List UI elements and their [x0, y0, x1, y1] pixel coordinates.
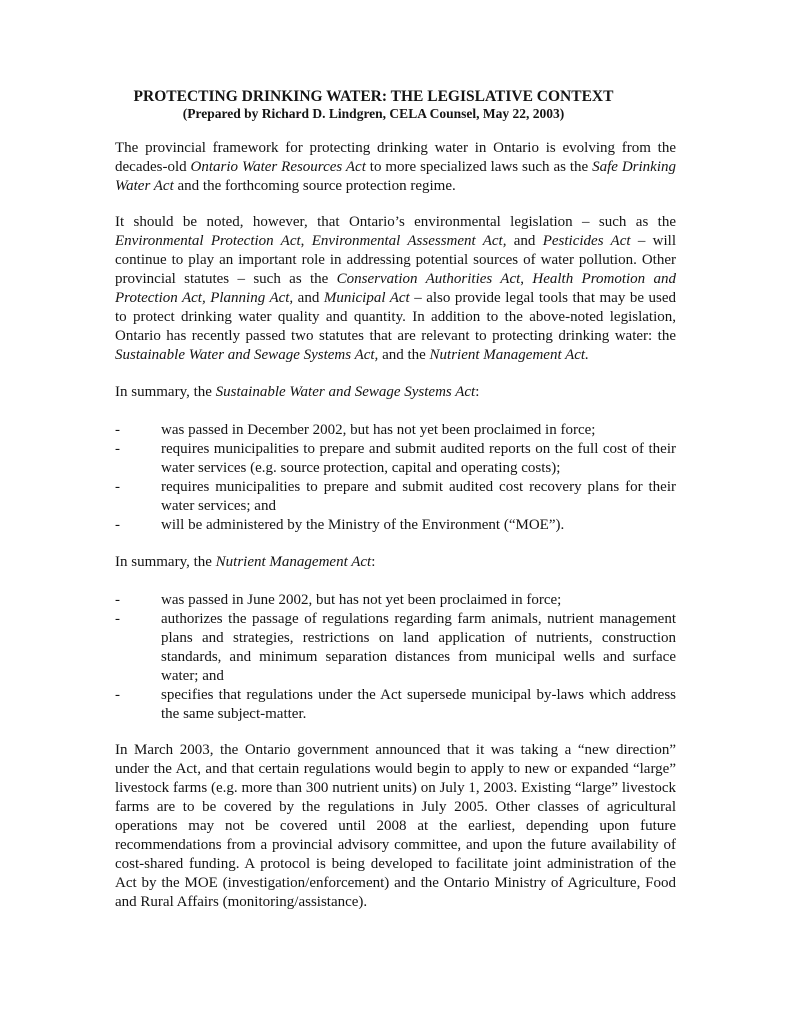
list-item-text: will be administered by the Ministry of the Environment (“MOE”).: [161, 517, 565, 533]
dash-bullet: -: [115, 441, 120, 457]
document-subtitle: (Prepared by Richard D. Lindgren, CELA Counsel, May 22, 2003): [182, 106, 565, 121]
dash-bullet: -: [115, 592, 120, 608]
dash-bullet: -: [115, 517, 120, 533]
document-title: PROTECTING DRINKING WATER: THE LEGISLATIVE CONTEXT: [133, 88, 614, 105]
text-run-italic: Pesticides Act: [542, 233, 631, 249]
text-run: In March 2003, the Ontario government announced that it was taking a “new direction” under the Act, and that certain regulations would begin to apply to new or expanded “large” livestock farms (e.g. more than 300 nutrient units) on July 1, 2003. Existing “large” livestock farms are to be covered by the regulations in July 2005. Other classes of agricultural operations may not be covered until 2008 at the earliest, depending upon future recommendations from a provincial advisory committee, and upon the future availability of cost-shared funding. A protocol is being developed to facilitate joint administration of the Act by the MOE (investigation/enforcement) and the Ontario Ministry of Agriculture, Food and Rural Affairs (monitoring/assistance).: [115, 742, 676, 910]
text-run-italic: Municipal Act: [323, 290, 410, 306]
text-run: and the forthcoming source protection regime.: [173, 178, 456, 194]
dash-bullet: -: [115, 479, 120, 495]
list-item-text: authorizes the passage of regulations regarding farm animals, nutrient management plans and strategies, restrictions on land application of nutrients, construction standards, and minimum separation distances from municipal wells and surface water; and: [161, 611, 676, 684]
text-run: ,: [300, 233, 312, 249]
text-run-italic: Conservation Authorities Act: [336, 271, 521, 287]
text-run: to more specialized laws such as the: [365, 159, 593, 175]
text-run: – will continue to play an important role in addressing potential sources of water pollution. Other provincial statutes – such as the: [115, 233, 676, 287]
text-run: – also provide legal tools that may be used to protect drinking water quality and quantity. In addition to the above-noted legislation, Ontario has recently passed two statutes that are relevant to protecting drinking water: the: [115, 290, 676, 344]
text-run-italic: Sustainable Water and Sewage Systems Act,: [115, 347, 379, 363]
paragraph-provincial-framework: [115, 139, 676, 196]
text-run-italic: Sustainable Water and Sewage Systems Act: [215, 384, 476, 400]
text-run-italic: Environmental Assessment Act,: [311, 233, 507, 249]
list-item: [115, 686, 676, 724]
text-run: and: [506, 233, 543, 249]
text-run-italic: Health Promotion and Protection Act, Planning Act,: [115, 271, 677, 306]
list-item: [115, 478, 676, 516]
text-run: In summary, the: [115, 384, 216, 400]
text-run: It should be noted, however, that Ontario’s environmental legislation – such as the: [115, 214, 676, 230]
list-item-text: was passed in June 2002, but has not yet been proclaimed in force;: [161, 592, 562, 608]
text-run-italic: Nutrient Management Act: [215, 554, 372, 570]
list-item-text: was passed in December 2002, but has not yet been proclaimed in force;: [161, 422, 596, 438]
text-run: :: [371, 554, 376, 570]
paragraph-environmental-legislation: [115, 213, 676, 365]
text-run: and the: [378, 347, 430, 363]
list-item: [115, 610, 676, 686]
text-run-italic: Environmental Protection Act: [115, 233, 301, 249]
text-run: ,: [520, 271, 533, 287]
bullet-list-swssa: [115, 421, 676, 535]
summary-lead-in-nma: [115, 553, 676, 572]
list-item-text: requires municipalities to prepare and submit audited cost recovery plans for their water services; and: [161, 479, 676, 514]
bullet-list-nma: [115, 591, 676, 724]
paragraph-march-2003: [115, 741, 676, 912]
list-item: [115, 421, 676, 440]
list-item-text: requires municipalities to prepare and submit audited reports on the full cost of their water services (e.g. source protection, capital and operating costs);: [161, 441, 676, 476]
list-item: [115, 516, 676, 535]
list-item-text: specifies that regulations under the Act supersede municipal by-laws which address the same subject-matter.: [161, 687, 676, 722]
dash-bullet: -: [115, 422, 120, 438]
list-item: [115, 591, 676, 610]
text-run: :: [475, 384, 480, 400]
text-run: In summary, the: [115, 554, 216, 570]
text-run: The provincial framework for protecting drinking water in Ontario is evolving from the decades-old: [115, 140, 676, 175]
list-item: [115, 440, 676, 478]
summary-lead-in-swssa: [115, 383, 676, 402]
dash-bullet: -: [115, 687, 120, 703]
dash-bullet: -: [115, 611, 120, 627]
text-run-italic: Nutrient Management Act.: [429, 347, 589, 363]
text-run: and: [293, 290, 324, 306]
text-run-italic: Ontario Water Resources Act: [190, 159, 366, 175]
text-run-italic: Safe Drinking Water Act: [115, 159, 676, 194]
